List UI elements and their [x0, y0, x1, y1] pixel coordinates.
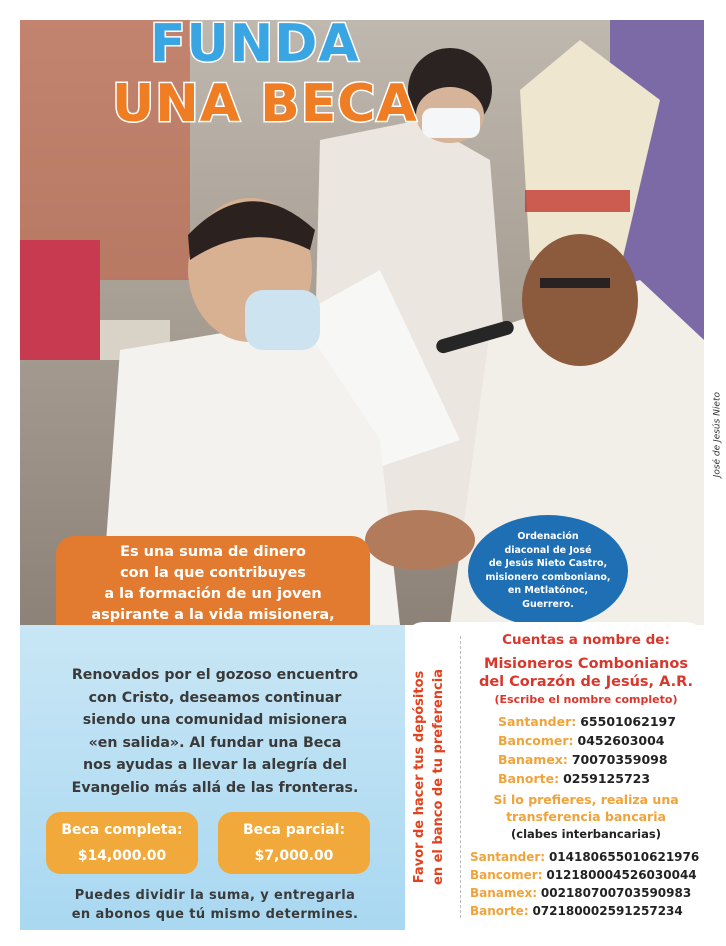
- account-bank: Bancomer:: [498, 733, 574, 748]
- photo-caption: [468, 515, 628, 627]
- intro-line: Evangelio más allá de las fronteras.: [71, 779, 359, 796]
- installments-note: [30, 886, 400, 924]
- definition-line: con la que contribuyes: [120, 565, 306, 581]
- caption-line: diaconal de José: [504, 544, 592, 556]
- intro-paragraph: [30, 664, 400, 799]
- dashed-divider: [460, 636, 461, 918]
- title-line-1: FUNDA: [150, 14, 360, 74]
- installments-line: en abonos que tú mismo determines.: [71, 907, 359, 922]
- title-line-2: UNA BECA: [112, 74, 418, 134]
- definition-line: aspirante a la vida misionera,: [91, 607, 335, 623]
- account-row: [498, 750, 668, 769]
- accounts-heading: Cuentas a nombre de:: [502, 632, 670, 648]
- caption-line: Guerrero.: [522, 598, 574, 610]
- clabe-number: 014180655010621976: [548, 850, 700, 864]
- account-row: [498, 712, 676, 731]
- caption-line: Ordenación: [517, 531, 579, 542]
- transfer-note: (clabes interbancarias): [511, 827, 661, 841]
- account-bank: Banamex:: [498, 752, 568, 767]
- caption-line: de Jesús Nieto Castro,: [488, 558, 608, 569]
- transfer-line-2: transferencia bancaria: [506, 809, 666, 824]
- intro-line: nos ayudas a llevar la alegría del: [82, 757, 348, 773]
- clabe-bank: Banamex:: [470, 886, 538, 900]
- photo-credit: José de Jesús Nieto: [712, 392, 722, 478]
- clabe-bank: Santander:: [470, 850, 546, 864]
- account-bank: Santander:: [498, 714, 577, 729]
- account-bank: Banorte:: [498, 771, 560, 786]
- account-row: [498, 731, 665, 750]
- intro-line: siendo una comunidad misionera: [82, 712, 348, 728]
- clabe-number: 012180004526030044: [546, 868, 697, 882]
- intro-line: con Cristo, deseamos continuar: [88, 689, 342, 706]
- intro-line: Renovados por el gozoso encuentro: [71, 667, 359, 683]
- deposit-note: [410, 632, 466, 922]
- intro-line: «en salida». Al fundar una Beca: [88, 734, 342, 751]
- caption-line: misionero comboniano,: [485, 571, 611, 583]
- org-name-line-1: Misioneros Combonianos: [484, 656, 688, 672]
- clabe-bank: Banorte:: [470, 904, 529, 918]
- deposit-note-line-1: Favor de hacer tus depósitos: [412, 670, 427, 884]
- account-number: 0452603004: [577, 733, 665, 748]
- clabe-number: 072180002591257234: [532, 904, 683, 918]
- caption-line: en Metlatónoc,: [507, 585, 589, 596]
- clabe-row: [470, 902, 683, 921]
- deposit-note-line-2: en el banco de tu preferencia: [431, 669, 446, 885]
- definition-line: Es una suma de dinero: [120, 544, 306, 560]
- installments-line: Puedes dividir la suma, y entregarla: [74, 888, 356, 903]
- beca-completa-label: Beca completa:: [61, 822, 183, 838]
- definition-line: a la formación de un joven: [104, 586, 322, 602]
- beca-parcial-badge: [218, 812, 370, 874]
- beca-parcial-label: Beca parcial:: [242, 822, 346, 838]
- clabe-row: [470, 866, 697, 885]
- account-number: 65501062197: [580, 714, 676, 729]
- clabe-row: [470, 884, 691, 903]
- org-name-note: (Escribe el nombre completo): [494, 693, 678, 706]
- beca-completa-amount: $14,000.00: [77, 848, 167, 864]
- clabe-number: 002180700703590983: [540, 886, 692, 900]
- account-number: 0259125723: [563, 771, 651, 786]
- account-row: [498, 769, 650, 788]
- beca-parcial-amount: $7,000.00: [254, 848, 334, 864]
- clabe-row: [470, 848, 699, 867]
- account-number: 70070359098: [571, 752, 668, 767]
- beca-completa-badge: [46, 812, 198, 874]
- org-name-line-2: del Corazón de Jesús, A.R.: [478, 674, 694, 690]
- clabe-bank: Bancomer:: [470, 868, 543, 882]
- transfer-line-1: Si lo prefieres, realiza una: [493, 792, 679, 807]
